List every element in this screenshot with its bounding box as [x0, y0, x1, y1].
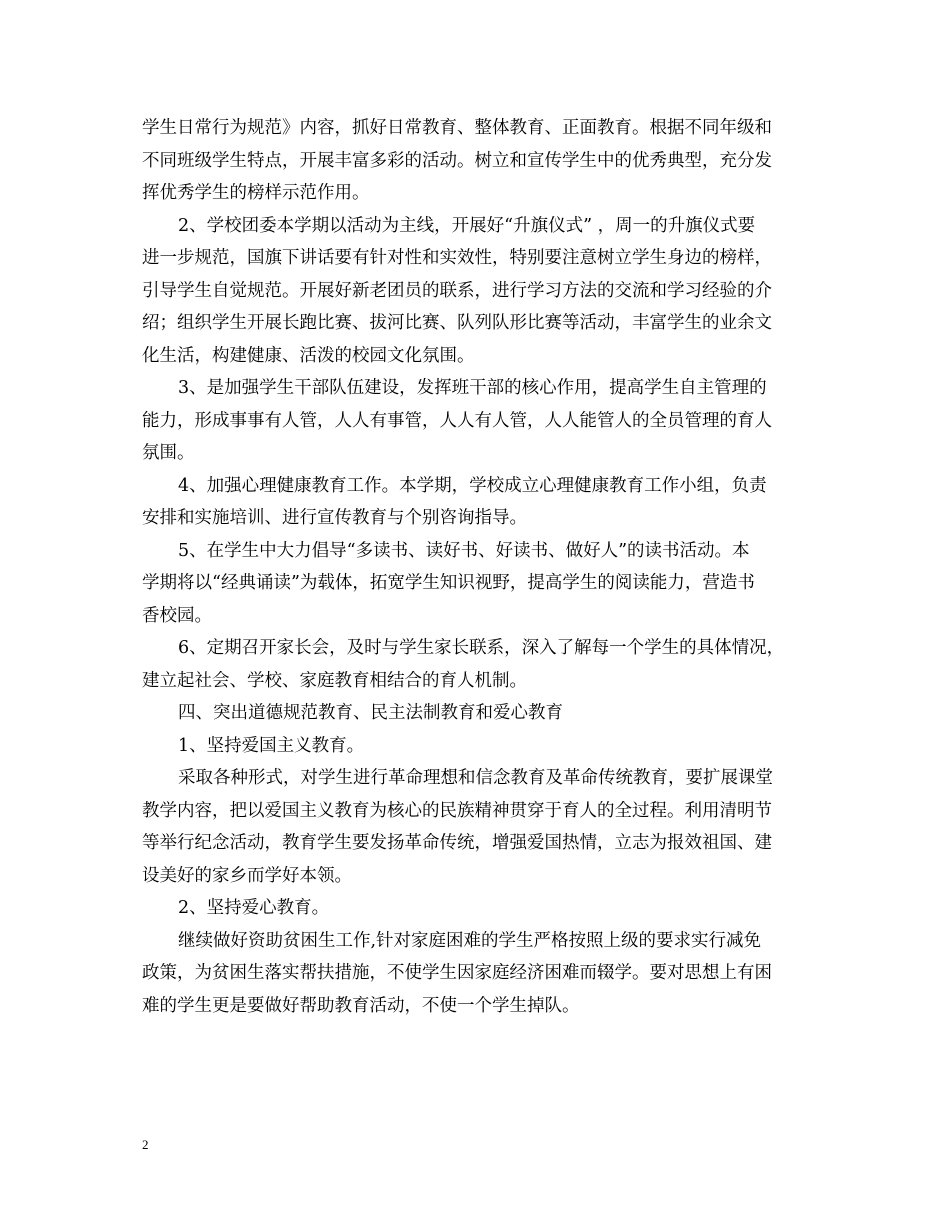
text-line: 继续做好资助贫困生工作,针对家庭困难的学生严格按照上级的要求实行减免	[178, 930, 762, 951]
text-line: 化生活，构建健康、活泼的校园文化氛围。	[142, 345, 475, 366]
text-line: 教学内容，把以爱国主义教育为核心的民族精神贯穿于育人的全过程。利用清明节	[142, 800, 772, 821]
text-line: 2、学校团委本学期以活动为主线，开展好“升旗仪式” ，周一的升旗仪式要	[178, 215, 756, 236]
text-line: 安排和实施培训、进行宣传教育与个别咨询指导。	[142, 508, 527, 528]
text-line: 设美好的家乡而学好本领。	[142, 865, 352, 886]
text-line: 香校园。	[142, 605, 212, 626]
document-body	[142, 112, 817, 1022]
section-heading: 四、突出道德规范教育、民主法制教育和爱心教育	[178, 703, 563, 723]
text-line: 等举行纪念活动，教育学生要发扬革命传统，增强爱国热情，立志为报效祖国、建	[142, 833, 772, 853]
text-line: 氛围。	[142, 443, 195, 463]
text-line: 挥优秀学生的榜样示范作用。	[142, 183, 370, 203]
text-line: 5、在学生中大力倡导“多读书、读好书、好读书、做好人”的读书活动。本	[178, 540, 750, 561]
text-line: 采取各种形式，对学生进行革命理想和信念教育及革命传统教育，要扩展课堂	[178, 768, 773, 788]
text-line: 绍；组织学生开展长跑比赛、拔河比赛、队列队形比赛等活动，丰富学生的业余文	[142, 313, 772, 333]
subsection-heading: 1、坚持爱国主义教育。	[178, 735, 365, 756]
text-line: 进一步规范，国旗下讲话要有针对性和实效性，特别要注意树立学生身边的榜样，	[142, 248, 772, 268]
text-line: 政策，为贫困生落实帮扶措施，不使学生因家庭经济困难而辍学。要对思想上有困	[142, 963, 772, 983]
text-line: 6、定期召开家长会，及时与学生家长联系，深入了解每一个学生的具体情况，	[178, 638, 785, 658]
text-line: 学期将以“经典诵读”为载体，拓宽学生知识视野，提高学生的阅读能力，营造书	[142, 573, 755, 593]
subsection-heading: 2、坚持爱心教育。	[178, 898, 330, 918]
text-line: 3、是加强学生干部队伍建设，发挥班干部的核心作用，提高学生自主管理的	[178, 378, 767, 398]
text-line: 不同班级学生特点，开展丰富多彩的活动。树立和宣传学生中的优秀典型，充分发	[142, 150, 772, 171]
text-line: 引导学生自觉规范。开展好新老团员的联系，进行学习方法的交流和学习经验的介	[142, 280, 772, 301]
page-number: 2	[142, 1137, 149, 1152]
text-line: 学生日常行为规范》内容，抓好日常教育、整体教育、正面教育。根据不同年级和	[142, 118, 772, 138]
text-line: 难的学生更是要做好帮助教育活动，不使一个学生掉队。	[142, 995, 580, 1016]
text-line: 能力，形成事事有人管，人人有事管，人人有人管，人人能管人的全员管理的育人	[142, 410, 772, 431]
text-line: 4、加强心理健康教育工作。本学期，学校成立心理健康教育工作小组，负责	[178, 475, 767, 496]
text-line: 建立起社会、学校、家庭教育相结合的育人机制。	[142, 670, 527, 691]
